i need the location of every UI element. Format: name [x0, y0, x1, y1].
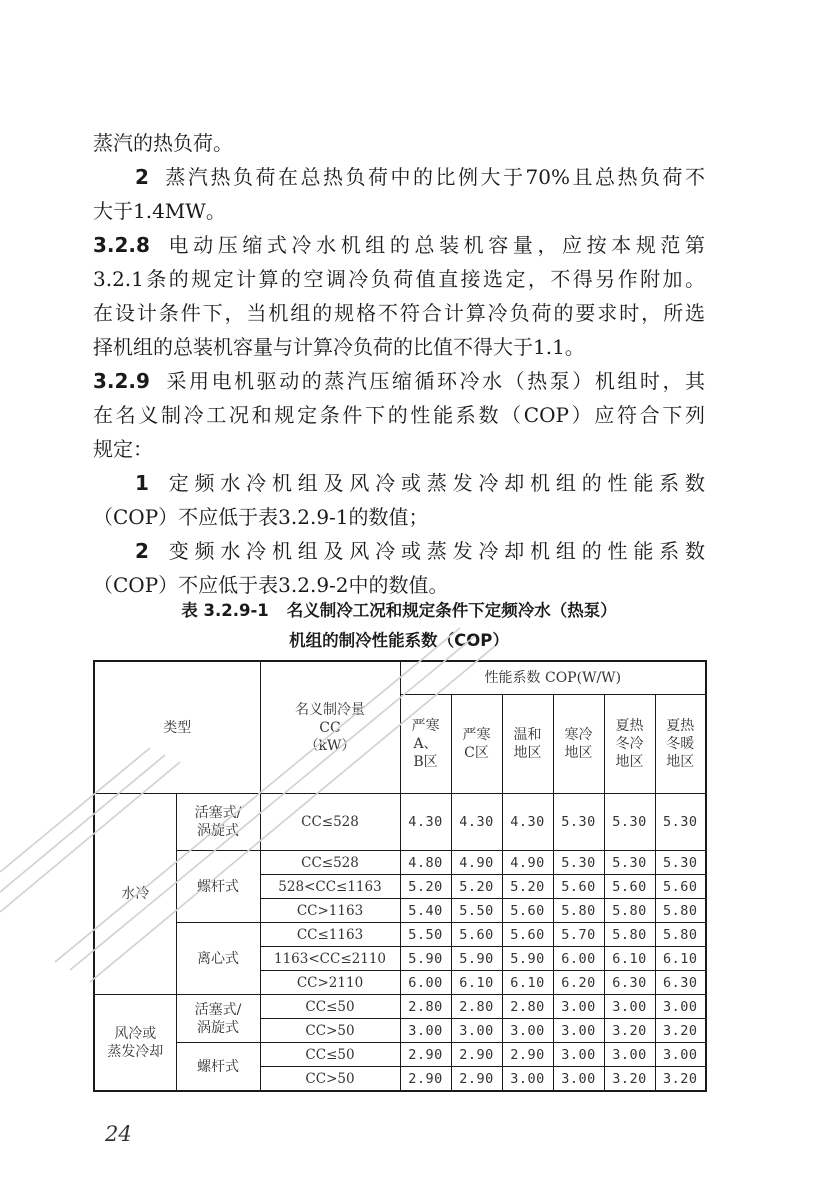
header-zone: 寒冷 地区 — [553, 695, 604, 794]
cop-value-cell: 5.30 — [553, 794, 604, 851]
table-header-row — [94, 661, 706, 695]
cop-value-cell: 4.30 — [451, 794, 502, 851]
cop-value-cell: 2.80 — [502, 995, 553, 1019]
paragraph-line — [93, 228, 705, 262]
header-cop-group: 性能系数 COP(W/W) — [400, 661, 706, 695]
header-zone: 夏热 冬冷 地区 — [604, 695, 655, 794]
paragraph-line — [93, 262, 705, 296]
cop-value-cell: 5.50 — [451, 899, 502, 923]
header-zone: 严寒 A、 B区 — [400, 695, 451, 794]
table-row — [94, 794, 706, 851]
paragraph-line — [93, 500, 705, 534]
table-row — [94, 851, 706, 875]
cop-value-cell: 3.00 — [553, 1067, 604, 1092]
capacity-cell: CC>2110 — [260, 971, 400, 995]
cop-value-cell: 3.00 — [400, 1019, 451, 1043]
cop-table — [93, 660, 707, 1092]
cop-value-cell: 6.00 — [400, 971, 451, 995]
cop-value-cell: 2.90 — [502, 1043, 553, 1067]
text-span: 定频水冷机组及风冷或蒸发冷却机组的性能系数 — [162, 471, 705, 495]
cop-value-cell: 3.20 — [655, 1019, 706, 1043]
table-row — [94, 995, 706, 1019]
text-span: 采用电机驱动的蒸汽压缩循环冷水（热泵）机组时，其 — [163, 369, 705, 393]
cop-value-cell: 6.10 — [502, 971, 553, 995]
table-row — [94, 923, 706, 947]
clause-number: 3.2.8 — [93, 233, 150, 257]
text-span: 蒸汽热负荷在总热负荷中的比例大于70%且总热负荷不 — [162, 165, 705, 189]
paragraph-line — [93, 330, 705, 364]
cop-value-cell: 3.00 — [502, 1067, 553, 1092]
table-row — [94, 1043, 706, 1067]
cop-value-cell: 4.90 — [502, 851, 553, 875]
text-span: 大于1.4MW。 — [93, 199, 226, 223]
capacity-cell: CC≤50 — [260, 995, 400, 1019]
cop-value-cell: 2.90 — [451, 1067, 502, 1092]
paragraph-line — [93, 398, 705, 432]
text-span: 择机组的总装机容量与计算冷负荷的比值不得大于1.1。 — [93, 335, 585, 359]
cop-value-cell: 6.10 — [604, 947, 655, 971]
cop-value-cell: 4.30 — [400, 794, 451, 851]
item-number: 2 — [135, 539, 149, 563]
cop-value-cell: 5.30 — [655, 794, 706, 851]
text-span: 规定： — [93, 437, 153, 461]
cop-value-cell: 3.20 — [655, 1067, 706, 1092]
table-number: 表 3.2.9-1 — [181, 601, 269, 620]
capacity-cell: 1163<CC≤2110 — [260, 947, 400, 971]
cop-value-cell: 2.90 — [400, 1043, 451, 1067]
table-title-line1: 名义制冷工况和规定条件下定频冷水（热泵） — [286, 601, 617, 620]
cop-value-cell: 2.80 — [400, 995, 451, 1019]
cop-value-cell: 3.00 — [553, 995, 604, 1019]
text-span: 在名义制冷工况和规定条件下的性能系数（COP）应符合下列 — [93, 403, 705, 427]
cop-value-cell: 3.20 — [604, 1019, 655, 1043]
cop-value-cell: 3.00 — [655, 1043, 706, 1067]
group-label: 水冷 — [94, 794, 176, 995]
cop-value-cell: 5.60 — [604, 875, 655, 899]
capacity-cell: CC>50 — [260, 1019, 400, 1043]
item-number: 2 — [135, 165, 149, 189]
cop-value-cell: 5.80 — [655, 899, 706, 923]
paragraph-line — [93, 296, 705, 330]
cop-value-cell: 5.70 — [553, 923, 604, 947]
paragraph-line — [93, 432, 705, 466]
capacity-cell: CC≤528 — [260, 851, 400, 875]
cop-value-cell: 5.20 — [502, 875, 553, 899]
cop-value-cell: 3.00 — [655, 995, 706, 1019]
table-caption — [93, 597, 705, 625]
cop-value-cell: 5.80 — [553, 899, 604, 923]
cop-value-cell: 6.30 — [655, 971, 706, 995]
cop-value-cell: 2.80 — [451, 995, 502, 1019]
cop-value-cell: 5.80 — [604, 923, 655, 947]
subtype-label: 活塞式/ 涡旋式 — [176, 995, 260, 1043]
text-span: （COP）不应低于表3.2.9-1的数值； — [93, 505, 429, 529]
text-span: 蒸汽的热负荷。 — [93, 131, 233, 155]
cop-value-cell: 6.00 — [553, 947, 604, 971]
cop-value-cell: 5.90 — [451, 947, 502, 971]
text-span: 在设计条件下，当机组的规格不符合计算冷负荷的要求时，所选 — [93, 301, 705, 325]
capacity-cell: CC>1163 — [260, 899, 400, 923]
cop-value-cell: 4.90 — [451, 851, 502, 875]
cop-value-cell: 5.60 — [502, 923, 553, 947]
paragraph-line — [93, 466, 705, 500]
text-span: （COP）不应低于表3.2.9-2中的数值。 — [93, 573, 449, 597]
cop-value-cell: 4.80 — [400, 851, 451, 875]
header-category: 类型 — [94, 661, 260, 794]
capacity-cell: CC≤50 — [260, 1043, 400, 1067]
header-capacity: 名义制冷量 CC （kW） — [260, 661, 400, 794]
cop-value-cell: 6.10 — [451, 971, 502, 995]
cop-value-cell: 5.20 — [451, 875, 502, 899]
subtype-label: 螺杆式 — [176, 1043, 260, 1092]
item-number: 1 — [135, 471, 149, 495]
capacity-cell: CC≤1163 — [260, 923, 400, 947]
cop-value-cell: 5.90 — [502, 947, 553, 971]
paragraph-line — [93, 194, 705, 228]
cop-value-cell: 5.60 — [553, 875, 604, 899]
cop-value-cell: 5.30 — [655, 851, 706, 875]
cop-value-cell: 5.20 — [400, 875, 451, 899]
paragraph-line — [93, 126, 705, 160]
header-zone: 严寒 C区 — [451, 695, 502, 794]
cop-value-cell: 5.60 — [451, 923, 502, 947]
cop-value-cell: 5.60 — [655, 875, 706, 899]
text-span: 电动压缩式冷水机组的总装机容量，应按本规范第 — [163, 233, 705, 257]
cop-value-cell: 5.80 — [655, 923, 706, 947]
capacity-cell: CC≤528 — [260, 794, 400, 851]
text-span: 变频水冷机组及风冷或蒸发冷却机组的性能系数 — [162, 539, 705, 563]
cop-value-cell: 4.30 — [502, 794, 553, 851]
capacity-cell: CC>50 — [260, 1067, 400, 1092]
cop-value-cell: 3.00 — [451, 1019, 502, 1043]
cop-value-cell: 5.80 — [604, 899, 655, 923]
cop-value-cell: 5.60 — [502, 899, 553, 923]
page-number: 24 — [105, 1122, 132, 1146]
subtype-label: 螺杆式 — [176, 851, 260, 923]
cop-value-cell: 5.30 — [553, 851, 604, 875]
cop-value-cell: 3.00 — [502, 1019, 553, 1043]
header-zone: 温和 地区 — [502, 695, 553, 794]
cop-value-cell: 3.00 — [604, 995, 655, 1019]
cop-value-cell: 5.30 — [604, 794, 655, 851]
cop-value-cell: 3.20 — [604, 1067, 655, 1092]
cop-value-cell: 2.90 — [400, 1067, 451, 1092]
cop-value-cell: 6.10 — [655, 947, 706, 971]
clause-number: 3.2.9 — [93, 369, 150, 393]
cop-value-cell: 3.00 — [553, 1043, 604, 1067]
cop-value-cell: 5.50 — [400, 923, 451, 947]
cop-value-cell: 2.90 — [451, 1043, 502, 1067]
cop-value-cell: 3.00 — [553, 1019, 604, 1043]
paragraph-line — [93, 364, 705, 398]
cop-value-cell: 6.30 — [604, 971, 655, 995]
cop-value-cell: 6.20 — [553, 971, 604, 995]
capacity-cell: 528<CC≤1163 — [260, 875, 400, 899]
table-caption-line2: 机组的制冷性能系数（COP） — [289, 631, 509, 650]
cop-value-cell: 5.40 — [400, 899, 451, 923]
cop-value-cell: 5.90 — [400, 947, 451, 971]
group-label: 风冷或 蒸发冷却 — [94, 995, 176, 1092]
paragraph-line — [93, 534, 705, 568]
cop-value-cell: 3.00 — [604, 1043, 655, 1067]
cop-value-cell: 5.30 — [604, 851, 655, 875]
subtype-label: 活塞式/ 涡旋式 — [176, 794, 260, 851]
paragraph-line — [93, 160, 705, 194]
subtype-label: 离心式 — [176, 923, 260, 995]
header-zone: 夏热 冬暖 地区 — [655, 695, 706, 794]
text-span: 3.2.1条的规定计算的空调冷负荷值直接选定，不得另作附加。 — [93, 267, 705, 291]
